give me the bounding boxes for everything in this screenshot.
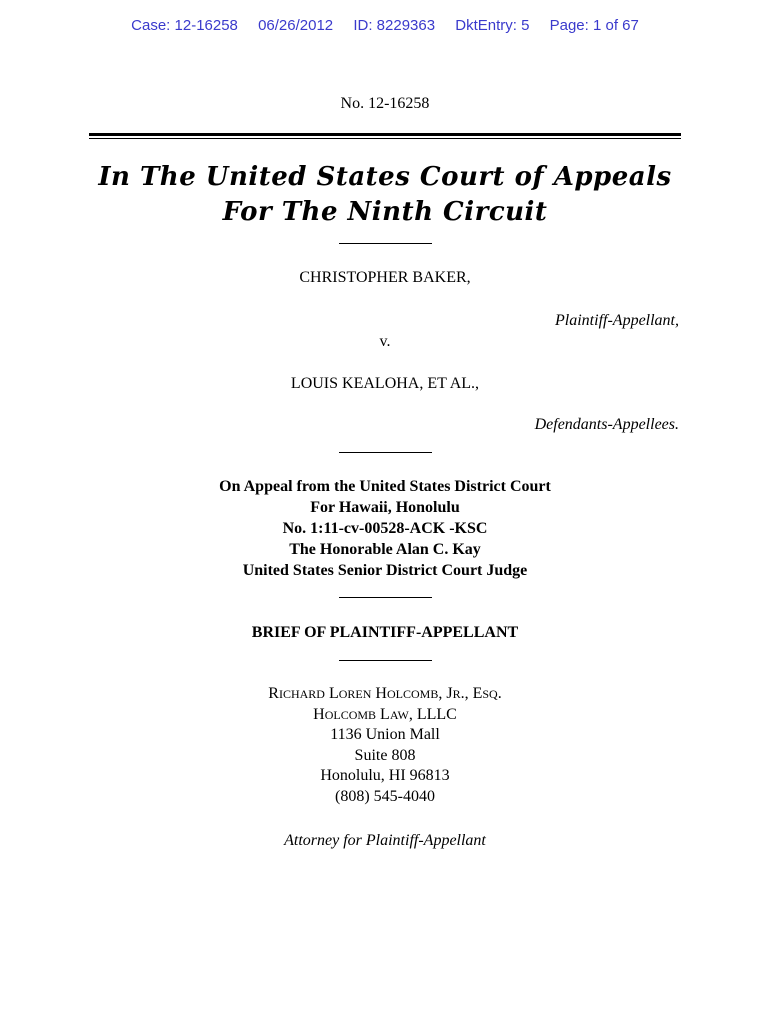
counsel-block bbox=[0, 684, 770, 808]
judge-name: The Honorable Alan C. Kay bbox=[289, 541, 481, 558]
docket-number: No. 12-16258 bbox=[340, 95, 430, 112]
header-page: Page: 1 of 67 bbox=[549, 17, 639, 34]
title-rule-thick bbox=[89, 133, 681, 136]
defendant-role: Defendants-Appellees. bbox=[534, 416, 679, 433]
counsel-suite: Suite 808 bbox=[354, 746, 416, 764]
title-rule-thin bbox=[89, 138, 681, 139]
district-case-number: No. 1:11-cv-00528-ACK -KSC bbox=[282, 520, 488, 537]
attorney-for: Attorney for Plaintiff-Appellant bbox=[284, 832, 486, 849]
plaintiff-role: Plaintiff-Appellant, bbox=[555, 312, 679, 329]
counsel-phone: (808) 545-4040 bbox=[335, 787, 435, 805]
defendant-name: LOUIS KEALOHA, ET AL., bbox=[290, 375, 480, 392]
appeal-court-location: For Hawaii, Honolulu bbox=[310, 499, 460, 516]
counsel-name: RICHARD LOREN HOLCOMB, JR., ESQ. bbox=[268, 685, 502, 702]
court-name-line2: For The Ninth Circuit bbox=[222, 197, 548, 227]
divider bbox=[339, 243, 432, 244]
counsel-city: Honolulu, HI 96813 bbox=[320, 767, 450, 785]
versus: v. bbox=[379, 333, 391, 350]
header-id: ID: 8229363 bbox=[353, 17, 436, 34]
divider bbox=[339, 660, 432, 661]
judge-title: United States Senior District Court Judge bbox=[242, 562, 528, 579]
header-case: Case: 12-16258 bbox=[131, 17, 238, 34]
ecf-header bbox=[0, 17, 770, 34]
plaintiff-name: CHRISTOPHER BAKER, bbox=[299, 269, 471, 286]
divider bbox=[339, 452, 432, 453]
counsel-street: 1136 Union Mall bbox=[330, 726, 440, 744]
appeal-line: On Appeal from the United States District Court bbox=[219, 478, 551, 495]
divider bbox=[339, 597, 432, 598]
court-name-line1: In The United States Court of Appeals bbox=[98, 162, 672, 192]
header-dkt-entry: DktEntry: 5 bbox=[455, 17, 530, 34]
brief-title: BRIEF OF PLAINTIFF-APPELLANT bbox=[251, 624, 519, 641]
header-date: 06/26/2012 bbox=[258, 17, 334, 34]
appeal-info bbox=[0, 476, 770, 581]
counsel-firm: HOLCOMB LAW, LLLC bbox=[313, 705, 457, 723]
